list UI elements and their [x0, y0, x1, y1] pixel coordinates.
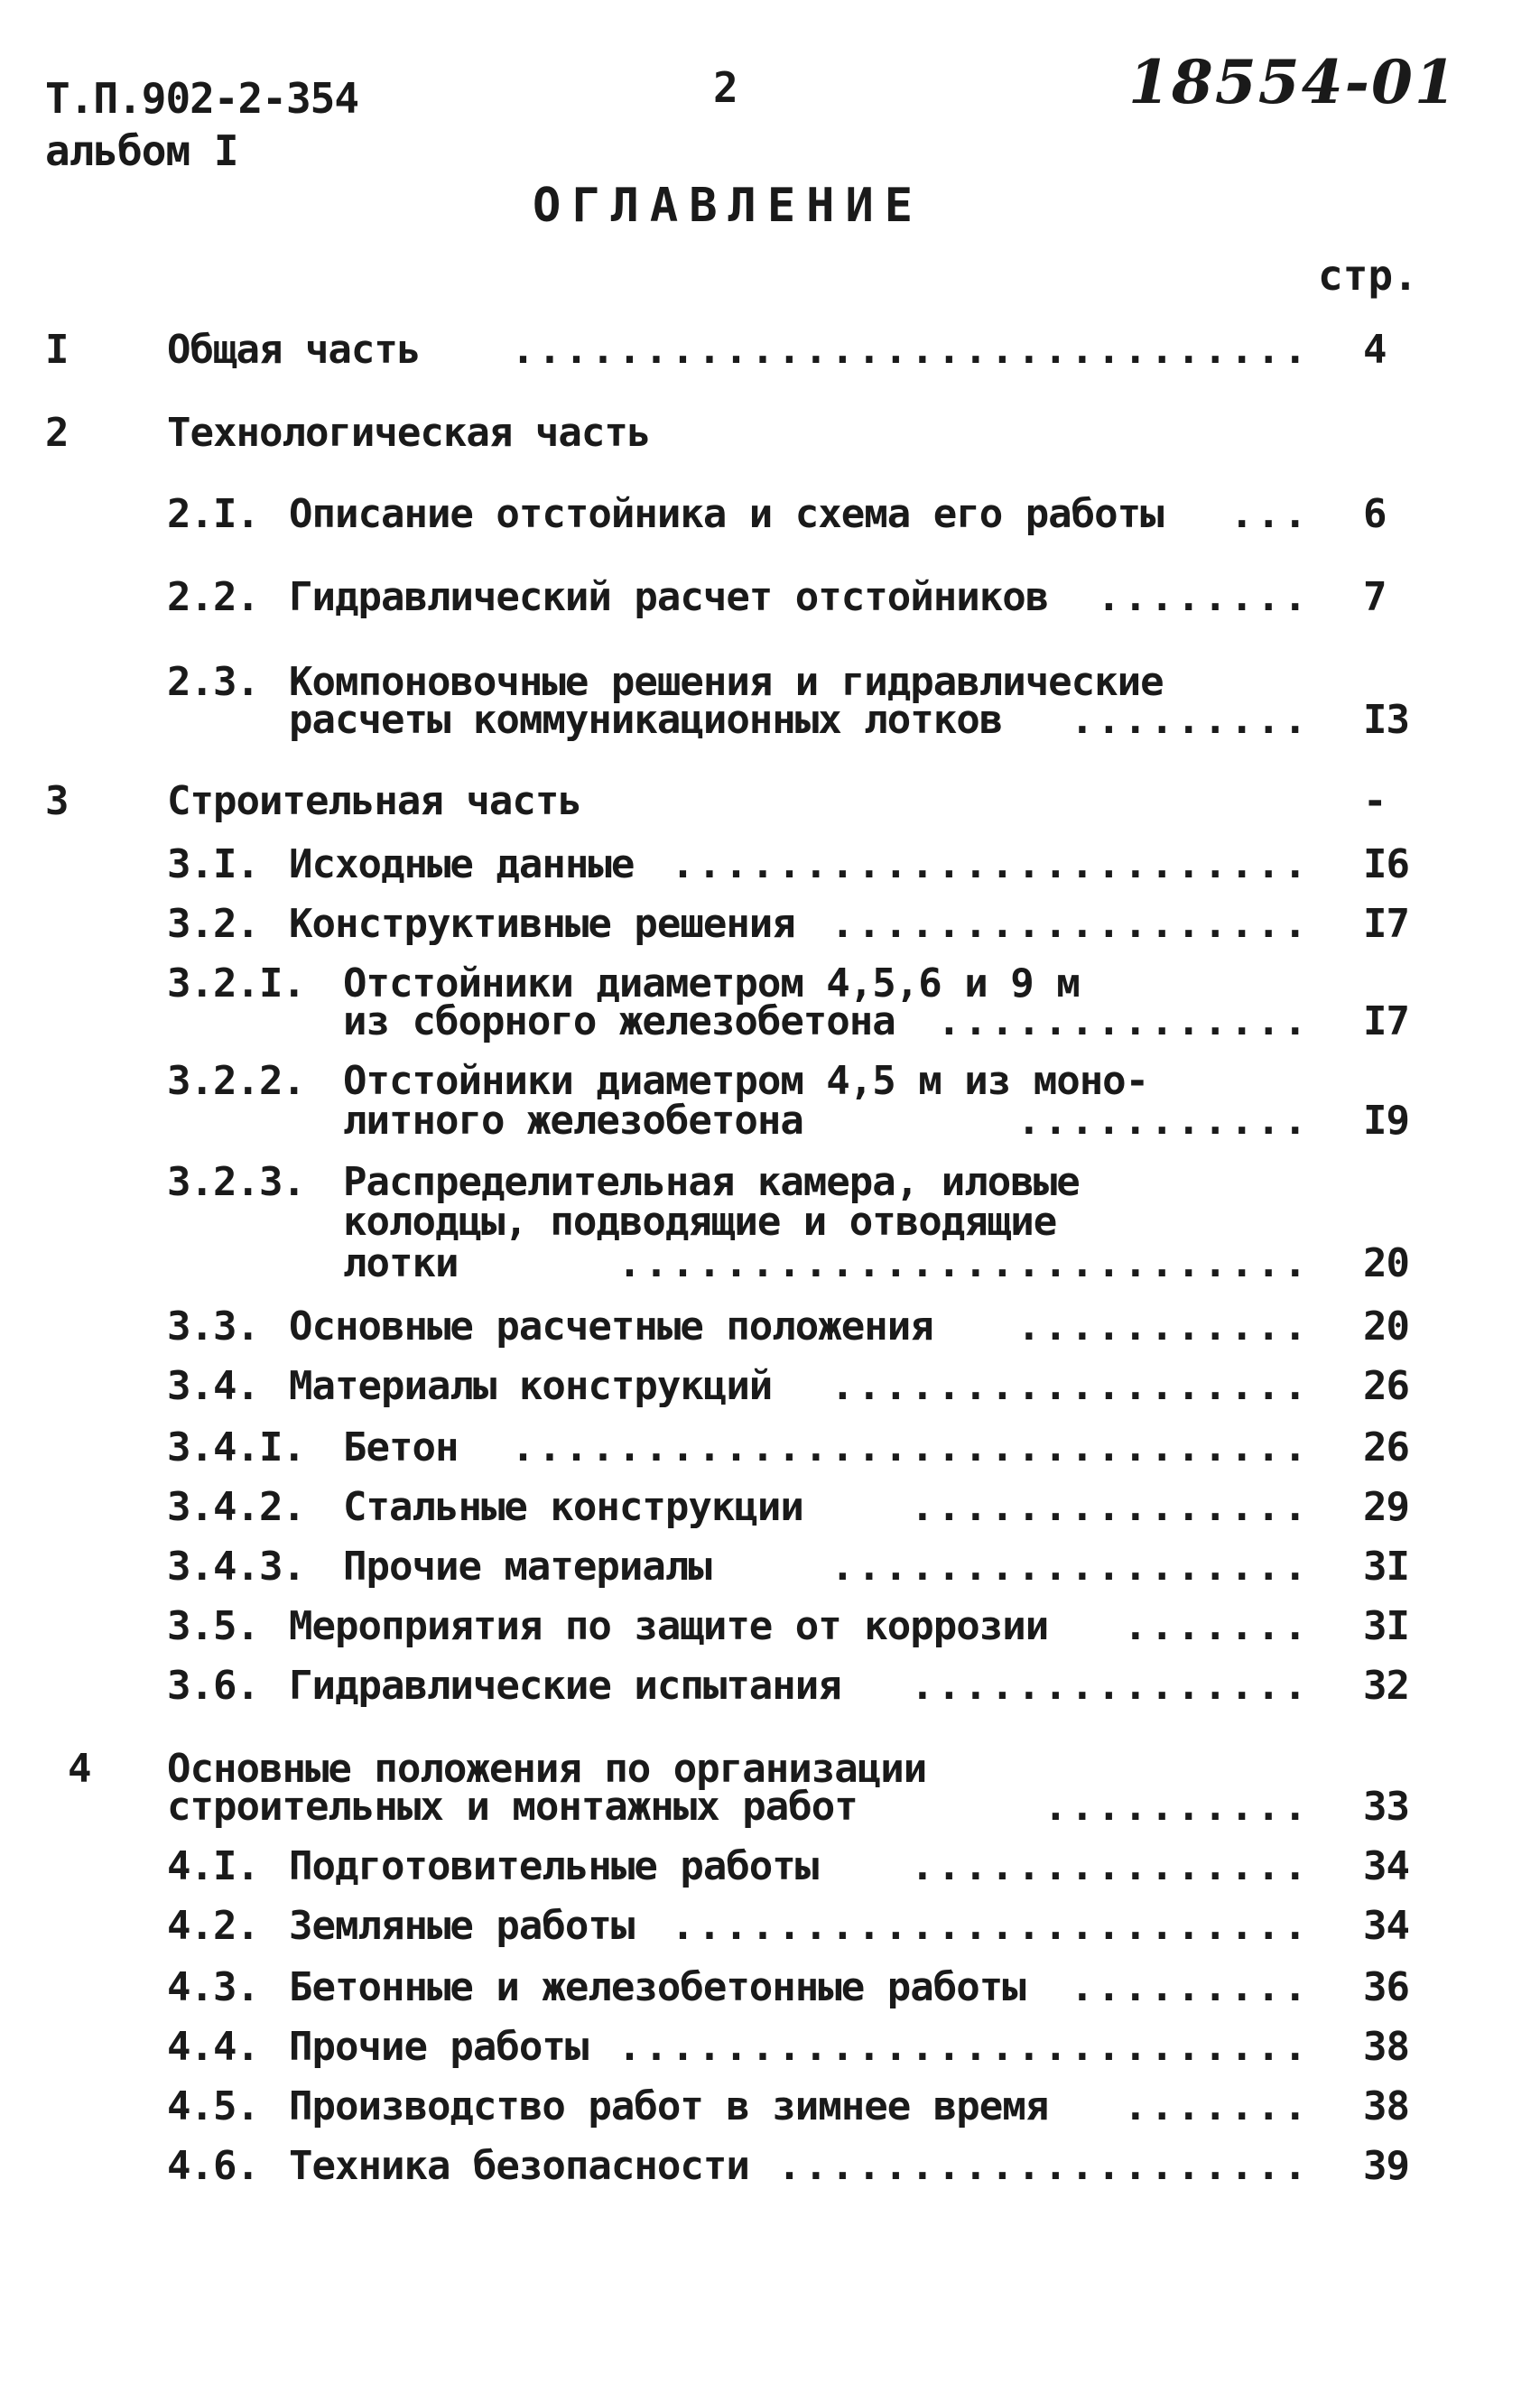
toc-page: 3I — [1363, 1603, 1409, 1649]
toc-number: 4.I. — [167, 1843, 259, 1889]
toc-number: 4.6. — [167, 2143, 259, 2189]
toc-leader: ............... — [910, 1663, 1310, 1709]
toc-page: 34 — [1363, 1903, 1409, 1949]
handwritten-doc-number: 18554-01 — [1128, 47, 1458, 117]
toc-page: 20 — [1363, 1303, 1409, 1350]
toc-title: Техника безопасности — [289, 2143, 749, 2189]
toc-page: 36 — [1363, 1964, 1409, 2010]
toc-title: Прочие работы — [289, 2024, 589, 2070]
toc-number: 3.2.3. — [167, 1159, 305, 1205]
toc-page: 39 — [1363, 2143, 1409, 2189]
toc-leader: ........ — [1097, 574, 1310, 620]
toc-page: 26 — [1363, 1363, 1409, 1409]
toc-title: Стальные конструкции — [343, 1484, 803, 1530]
toc-title-cont: расчеты коммуникационных лотков — [289, 697, 1003, 743]
toc-title: Земляные работы — [289, 1903, 635, 1949]
toc-number: 3.2.2. — [167, 1058, 305, 1104]
toc-page: 32 — [1363, 1663, 1409, 1709]
toc-number: 3.6. — [167, 1663, 259, 1709]
toc-title: Компоновочные решения и гидравлические — [289, 659, 1164, 705]
toc-page: 29 — [1363, 1484, 1409, 1530]
toc-title: Технологическая часть — [167, 410, 651, 456]
toc-number: 3.2. — [167, 901, 259, 947]
toc-number: I — [45, 327, 69, 373]
toc-page: 3I — [1363, 1544, 1409, 1590]
toc-leader: ........................ — [671, 841, 1310, 887]
toc-leader: ............... — [910, 1843, 1310, 1889]
toc-leader: ....... — [1123, 2083, 1310, 2129]
toc-number: 3.4.3. — [167, 1544, 305, 1590]
toc-page: 7 — [1363, 574, 1387, 620]
doc-code: Т.П.902-2-354 — [45, 74, 359, 123]
toc-leader: .................. — [830, 1363, 1310, 1409]
toc-number: 3 — [45, 778, 69, 824]
toc-page: 33 — [1363, 1784, 1409, 1830]
toc-title-cont: из сборного железобетона — [343, 998, 895, 1044]
toc-title-cont: колодцы, подводящие и отводящие — [343, 1199, 1057, 1245]
toc-leader: .............................. — [511, 1424, 1310, 1470]
toc-title: Описание отстойника и схема его работы — [289, 491, 1164, 537]
toc-number: 4.3. — [167, 1964, 259, 2010]
toc-leader: ......... — [1070, 1964, 1310, 2010]
toc-number: 4.4. — [167, 2024, 259, 2070]
toc-leader: ......... — [1070, 697, 1310, 743]
toc-title-cont: лотки — [343, 1240, 459, 1286]
toc-title: Отстойники диаметром 4,5 м из моно- — [343, 1058, 1149, 1104]
toc-title: Конструктивные решения — [289, 901, 795, 947]
toc-leader: .................. — [830, 901, 1310, 947]
toc-title: Гидравлические испытания — [289, 1663, 841, 1709]
toc-title: Подготовительные работы — [289, 1843, 819, 1889]
toc-leader: ............... — [910, 1484, 1310, 1530]
toc-title: Исходные данные — [289, 841, 635, 887]
album-label: альбом I — [45, 126, 238, 175]
page-number: 2 — [713, 63, 738, 112]
toc-page: 4 — [1363, 327, 1387, 373]
toc-page: 6 — [1363, 491, 1387, 537]
toc-number: 2.2. — [167, 574, 259, 620]
toc-number: 4.2. — [167, 1903, 259, 1949]
toc-page: I7 — [1363, 998, 1409, 1044]
toc-title: Общая часть — [167, 327, 421, 373]
toc-number: 3.4.I. — [167, 1424, 305, 1470]
toc-title: Отстойники диаметром 4,5,6 и 9 м — [343, 960, 1080, 1006]
toc-page: 34 — [1363, 1843, 1409, 1889]
page-title: ОГЛАВЛЕНИЕ — [533, 179, 924, 233]
toc-title: Гидравлический расчет отстойников — [289, 574, 1049, 620]
toc-leader: ....... — [1123, 1603, 1310, 1649]
toc-leader: .......................... — [617, 1240, 1310, 1286]
toc-number: 3.4.2. — [167, 1484, 305, 1530]
toc-number: 3.4. — [167, 1363, 259, 1409]
toc-number: 4 — [68, 1746, 91, 1792]
toc-number: 3.3. — [167, 1303, 259, 1350]
toc-page: 20 — [1363, 1240, 1409, 1286]
toc-leader: ........... — [1016, 1098, 1310, 1144]
toc-page: I9 — [1363, 1098, 1409, 1144]
toc-page: 38 — [1363, 2083, 1409, 2129]
toc-number: 2.3. — [167, 659, 259, 705]
toc-title: Основные расчетные положения — [289, 1303, 933, 1350]
toc-leader: .................. — [830, 1544, 1310, 1590]
toc-leader: .............. — [937, 998, 1310, 1044]
toc-leader: .............................. — [511, 327, 1310, 373]
toc-title: Мероприятия по защите от коррозии — [289, 1603, 1049, 1649]
toc-number: 2.I. — [167, 491, 259, 537]
toc-number: 3.5. — [167, 1603, 259, 1649]
toc-title: Материалы конструкций — [289, 1363, 773, 1409]
toc-page: I3 — [1363, 697, 1409, 743]
toc-page: 26 — [1363, 1424, 1409, 1470]
toc-page: - — [1363, 778, 1387, 824]
toc-page: I6 — [1363, 841, 1409, 887]
toc-title: Основные положения по организации — [167, 1746, 927, 1792]
toc-number: 2 — [45, 410, 69, 456]
toc-leader: .......... — [1044, 1784, 1310, 1830]
toc-title: Производство работ в зимнее время — [289, 2083, 1049, 2129]
toc-title-cont: литного железобетона — [343, 1098, 803, 1144]
toc-title: Прочие материалы — [343, 1544, 711, 1590]
toc-title: Строительная часть — [167, 778, 581, 824]
toc-number: 4.5. — [167, 2083, 259, 2129]
toc-leader: ........... — [1016, 1303, 1310, 1350]
toc-title: Распределительная камера, иловые — [343, 1159, 1080, 1205]
toc-number: 3.I. — [167, 841, 259, 887]
toc-title: Бетонные и железобетонные работы — [289, 1964, 1025, 2010]
toc-title: Бетон — [343, 1424, 459, 1470]
toc-leader: ... — [1229, 491, 1310, 537]
page-column-label: стр. — [1318, 251, 1418, 300]
toc-number: 3.2.I. — [167, 960, 305, 1006]
toc-title-cont: строительных и монтажных работ — [167, 1784, 858, 1830]
toc-leader: .......................... — [617, 2024, 1310, 2070]
toc-leader: ........................ — [671, 1903, 1310, 1949]
toc-page: I7 — [1363, 901, 1409, 947]
toc-leader: .................... — [777, 2143, 1310, 2189]
toc-page: 38 — [1363, 2024, 1409, 2070]
